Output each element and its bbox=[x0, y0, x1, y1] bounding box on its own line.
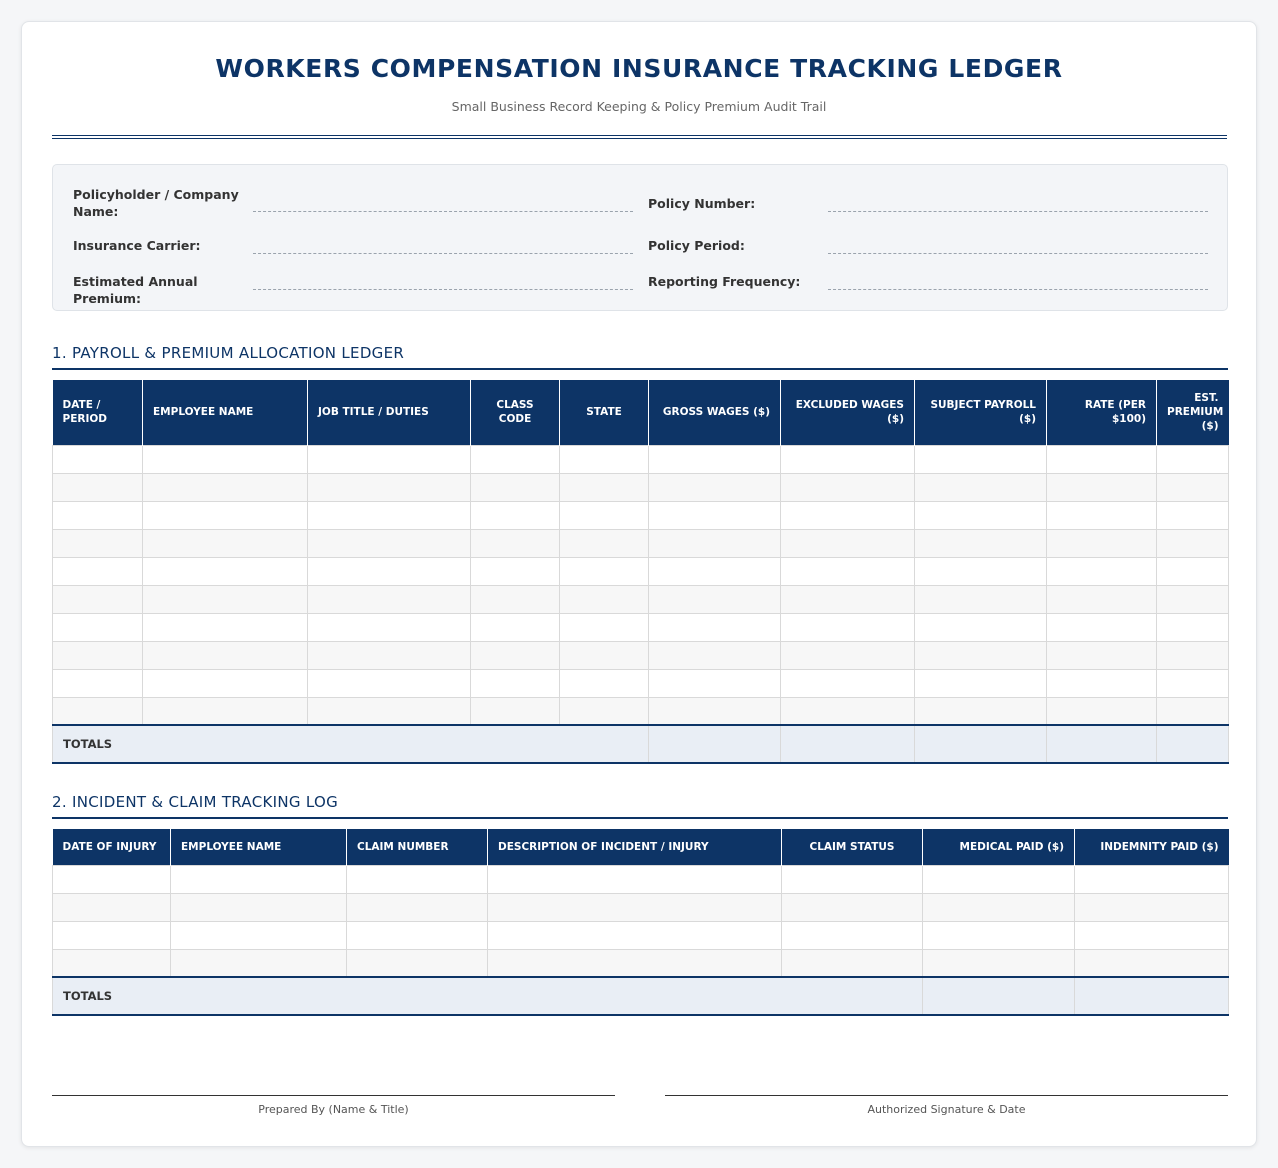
table-cell[interactable] bbox=[649, 585, 781, 613]
table-cell[interactable] bbox=[308, 473, 471, 501]
table-cell[interactable] bbox=[347, 921, 488, 949]
table-cell[interactable] bbox=[781, 585, 915, 613]
premium-label: Estimated Annual Premium: bbox=[73, 274, 198, 306]
table-cell[interactable] bbox=[53, 585, 143, 613]
table-cell[interactable] bbox=[53, 445, 143, 473]
table-cell[interactable] bbox=[53, 697, 143, 725]
table-cell[interactable] bbox=[781, 613, 915, 641]
table-cell[interactable] bbox=[1047, 585, 1157, 613]
table-cell[interactable] bbox=[915, 529, 1047, 557]
page-title: WORKERS COMPENSATION INSURANCE TRACKING LEDGER bbox=[215, 54, 1063, 83]
table-cell[interactable] bbox=[782, 865, 923, 893]
table-cell[interactable] bbox=[915, 613, 1047, 641]
col-class-code: CLASS CODE bbox=[471, 380, 560, 445]
table-cell[interactable] bbox=[308, 529, 471, 557]
table-cell[interactable] bbox=[308, 613, 471, 641]
table-cell[interactable] bbox=[560, 613, 649, 641]
payroll-row bbox=[53, 613, 1229, 641]
table-cell[interactable] bbox=[1047, 613, 1157, 641]
table-cell[interactable] bbox=[649, 501, 781, 529]
table-cell[interactable] bbox=[560, 669, 649, 697]
table-cell[interactable] bbox=[471, 557, 560, 585]
table-cell[interactable] bbox=[1157, 641, 1229, 669]
table-cell[interactable] bbox=[488, 865, 782, 893]
col-date-of-injury: DATE OF INJURY bbox=[53, 829, 171, 865]
table-cell[interactable] bbox=[53, 557, 143, 585]
table-cell[interactable] bbox=[1157, 473, 1229, 501]
table-cell[interactable] bbox=[488, 921, 782, 949]
table-cell[interactable] bbox=[471, 445, 560, 473]
carrier-label: Insurance Carrier: bbox=[73, 238, 201, 253]
table-cell[interactable] bbox=[781, 473, 915, 501]
payroll-row bbox=[53, 585, 1229, 613]
total-indemnity-paid[interactable] bbox=[1075, 977, 1229, 1015]
table-cell[interactable] bbox=[308, 697, 471, 725]
table-cell[interactable] bbox=[53, 893, 171, 921]
policy-info-panel bbox=[52, 164, 1228, 311]
table-cell[interactable] bbox=[1047, 445, 1157, 473]
reporting-field[interactable] bbox=[828, 289, 1208, 290]
payroll-ledger-table bbox=[52, 380, 1229, 764]
table-cell[interactable] bbox=[649, 613, 781, 641]
table-cell[interactable] bbox=[471, 529, 560, 557]
table-cell[interactable] bbox=[143, 697, 308, 725]
table-cell[interactable] bbox=[308, 445, 471, 473]
payroll-row bbox=[53, 697, 1229, 725]
table-cell[interactable] bbox=[915, 669, 1047, 697]
table-cell[interactable] bbox=[560, 445, 649, 473]
col-indemnity-paid: INDEMNITY PAID ($) bbox=[1075, 829, 1229, 865]
table-cell[interactable] bbox=[915, 445, 1047, 473]
table-cell[interactable] bbox=[143, 529, 308, 557]
claims-log-table bbox=[52, 829, 1229, 1016]
table-cell[interactable] bbox=[471, 641, 560, 669]
table-cell[interactable] bbox=[308, 501, 471, 529]
total-subject-payroll[interactable] bbox=[915, 725, 1047, 763]
table-cell[interactable] bbox=[923, 921, 1075, 949]
col-medical-paid: MEDICAL PAID ($) bbox=[923, 829, 1075, 865]
table-cell[interactable] bbox=[1157, 501, 1229, 529]
table-cell[interactable] bbox=[143, 613, 308, 641]
header-divider bbox=[52, 135, 1227, 139]
table-cell[interactable] bbox=[781, 445, 915, 473]
table-cell[interactable] bbox=[915, 501, 1047, 529]
table-cell[interactable] bbox=[1157, 585, 1229, 613]
col-claim-status: CLAIM STATUS bbox=[782, 829, 923, 865]
table-cell[interactable] bbox=[1047, 557, 1157, 585]
table-cell[interactable] bbox=[53, 669, 143, 697]
table-cell[interactable] bbox=[471, 585, 560, 613]
table-cell[interactable] bbox=[1157, 697, 1229, 725]
table-cell[interactable] bbox=[308, 557, 471, 585]
claim-row bbox=[53, 893, 1229, 921]
table-cell[interactable] bbox=[1157, 529, 1229, 557]
table-cell[interactable] bbox=[782, 893, 923, 921]
table-cell[interactable] bbox=[488, 893, 782, 921]
prepared-by-label: Prepared By (Name & Title) bbox=[258, 1103, 409, 1116]
table-cell[interactable] bbox=[1157, 557, 1229, 585]
table-cell[interactable] bbox=[53, 641, 143, 669]
table-cell[interactable] bbox=[1047, 529, 1157, 557]
table-cell[interactable] bbox=[53, 473, 143, 501]
table-cell[interactable] bbox=[53, 613, 143, 641]
table-cell[interactable] bbox=[53, 921, 171, 949]
reporting-label: Reporting Frequency: bbox=[648, 274, 801, 289]
table-cell[interactable] bbox=[649, 529, 781, 557]
table-cell[interactable] bbox=[1157, 445, 1229, 473]
company-name-label: Policyholder / Company Name: bbox=[73, 187, 239, 219]
payroll-row bbox=[53, 669, 1229, 697]
payroll-row bbox=[53, 641, 1229, 669]
table-cell[interactable] bbox=[347, 949, 488, 977]
table-cell[interactable] bbox=[915, 585, 1047, 613]
table-cell[interactable] bbox=[143, 585, 308, 613]
table-cell[interactable] bbox=[347, 865, 488, 893]
table-cell[interactable] bbox=[471, 473, 560, 501]
table-cell[interactable] bbox=[649, 641, 781, 669]
total-rate[interactable] bbox=[1047, 725, 1157, 763]
table-cell[interactable] bbox=[143, 557, 308, 585]
ledger-page bbox=[21, 21, 1257, 1147]
claim-row bbox=[53, 949, 1229, 977]
table-cell[interactable] bbox=[649, 697, 781, 725]
table-cell[interactable] bbox=[53, 529, 143, 557]
table-cell[interactable] bbox=[1075, 893, 1229, 921]
table-cell[interactable] bbox=[560, 697, 649, 725]
claim-row bbox=[53, 865, 1229, 893]
policy-number-label: Policy Number: bbox=[648, 196, 756, 211]
table-cell[interactable] bbox=[1047, 501, 1157, 529]
claims-totals-label: TOTALS bbox=[53, 977, 923, 1015]
table-cell[interactable] bbox=[308, 669, 471, 697]
table-cell[interactable] bbox=[560, 501, 649, 529]
authorized-signature-label: Authorized Signature & Date bbox=[867, 1103, 1026, 1116]
payroll-section-title: 1. PAYROLL & PREMIUM ALLOCATION LEDGER bbox=[52, 344, 1228, 370]
carrier-field[interactable] bbox=[253, 253, 633, 254]
table-cell[interactable] bbox=[915, 557, 1047, 585]
table-cell[interactable] bbox=[915, 473, 1047, 501]
prepared-by-signature-line[interactable] bbox=[52, 1095, 615, 1096]
col-rate: RATE (PER $100) bbox=[1047, 380, 1157, 445]
table-cell[interactable] bbox=[1047, 641, 1157, 669]
table-cell[interactable] bbox=[781, 669, 915, 697]
premium-field[interactable] bbox=[253, 289, 633, 290]
table-cell[interactable] bbox=[143, 501, 308, 529]
table-cell[interactable] bbox=[488, 949, 782, 977]
table-cell[interactable] bbox=[560, 641, 649, 669]
table-cell[interactable] bbox=[1075, 865, 1229, 893]
table-cell[interactable] bbox=[923, 949, 1075, 977]
table-cell[interactable] bbox=[143, 473, 308, 501]
payroll-row bbox=[53, 473, 1229, 501]
table-cell[interactable] bbox=[781, 641, 915, 669]
payroll-row bbox=[53, 501, 1229, 529]
table-cell[interactable] bbox=[471, 613, 560, 641]
table-cell[interactable] bbox=[143, 669, 308, 697]
table-cell[interactable] bbox=[923, 865, 1075, 893]
table-cell[interactable] bbox=[782, 949, 923, 977]
table-cell[interactable] bbox=[171, 921, 347, 949]
table-cell[interactable] bbox=[471, 669, 560, 697]
table-cell[interactable] bbox=[53, 501, 143, 529]
table-cell[interactable] bbox=[649, 473, 781, 501]
table-cell[interactable] bbox=[1047, 669, 1157, 697]
table-cell[interactable] bbox=[1157, 669, 1229, 697]
table-cell[interactable] bbox=[915, 697, 1047, 725]
table-cell[interactable] bbox=[471, 697, 560, 725]
table-cell[interactable] bbox=[1047, 473, 1157, 501]
col-employee-name: EMPLOYEE NAME bbox=[143, 380, 308, 445]
payroll-row bbox=[53, 445, 1229, 473]
table-cell[interactable] bbox=[649, 557, 781, 585]
total-excluded-wages[interactable] bbox=[781, 725, 915, 763]
table-cell[interactable] bbox=[560, 585, 649, 613]
table-cell[interactable] bbox=[171, 949, 347, 977]
table-cell[interactable] bbox=[1047, 697, 1157, 725]
col-excluded-wages: EXCLUDED WAGES ($) bbox=[781, 380, 915, 445]
table-cell[interactable] bbox=[923, 893, 1075, 921]
table-cell[interactable] bbox=[560, 529, 649, 557]
table-cell[interactable] bbox=[1157, 613, 1229, 641]
table-cell[interactable] bbox=[649, 445, 781, 473]
col-gross-wages: GROSS WAGES ($) bbox=[649, 380, 781, 445]
col-job-title: JOB TITLE / DUTIES bbox=[308, 380, 471, 445]
table-cell[interactable] bbox=[782, 921, 923, 949]
col-claim-employee-name: EMPLOYEE NAME bbox=[171, 829, 347, 865]
table-cell[interactable] bbox=[649, 669, 781, 697]
table-cell[interactable] bbox=[560, 473, 649, 501]
table-cell[interactable] bbox=[1075, 949, 1229, 977]
table-cell[interactable] bbox=[143, 641, 308, 669]
table-cell[interactable] bbox=[781, 501, 915, 529]
col-claim-number: CLAIM NUMBER bbox=[347, 829, 488, 865]
table-cell[interactable] bbox=[915, 641, 1047, 669]
claim-row bbox=[53, 921, 1229, 949]
col-subject-payroll: SUBJECT PAYROLL ($) bbox=[915, 380, 1047, 445]
table-cell[interactable] bbox=[308, 641, 471, 669]
table-cell[interactable] bbox=[171, 865, 347, 893]
payroll-totals-label: TOTALS bbox=[53, 725, 649, 763]
authorized-signature-line[interactable] bbox=[665, 1095, 1228, 1096]
col-est-premium: EST. PREMIUM ($) bbox=[1157, 380, 1229, 445]
total-gross-wages[interactable] bbox=[649, 725, 781, 763]
policy-number-field[interactable] bbox=[828, 211, 1208, 212]
table-cell[interactable] bbox=[781, 529, 915, 557]
table-cell[interactable] bbox=[471, 501, 560, 529]
col-incident-description: DESCRIPTION OF INCIDENT / INJURY bbox=[488, 829, 782, 865]
table-cell[interactable] bbox=[53, 949, 171, 977]
table-cell[interactable] bbox=[171, 893, 347, 921]
table-cell[interactable] bbox=[53, 865, 171, 893]
table-cell[interactable] bbox=[1075, 921, 1229, 949]
policy-period-label: Policy Period: bbox=[648, 238, 745, 253]
table-cell[interactable] bbox=[347, 893, 488, 921]
payroll-row bbox=[53, 557, 1229, 585]
col-state: STATE bbox=[560, 380, 649, 445]
col-date-period: DATE / PERIOD bbox=[53, 380, 143, 445]
table-cell[interactable] bbox=[781, 557, 915, 585]
total-est-premium[interactable] bbox=[1157, 725, 1229, 763]
table-cell[interactable] bbox=[781, 697, 915, 725]
table-cell[interactable] bbox=[308, 585, 471, 613]
payroll-row bbox=[53, 529, 1229, 557]
claims-section-title: 2. INCIDENT & CLAIM TRACKING LOG bbox=[52, 793, 1228, 819]
table-cell[interactable] bbox=[560, 557, 649, 585]
page-subtitle: Small Business Record Keeping & Policy Premium Audit Trail bbox=[451, 99, 827, 114]
total-medical-paid[interactable] bbox=[923, 977, 1075, 1015]
policy-period-field[interactable] bbox=[828, 253, 1208, 254]
company-name-field[interactable] bbox=[253, 211, 633, 212]
table-cell[interactable] bbox=[143, 445, 308, 473]
